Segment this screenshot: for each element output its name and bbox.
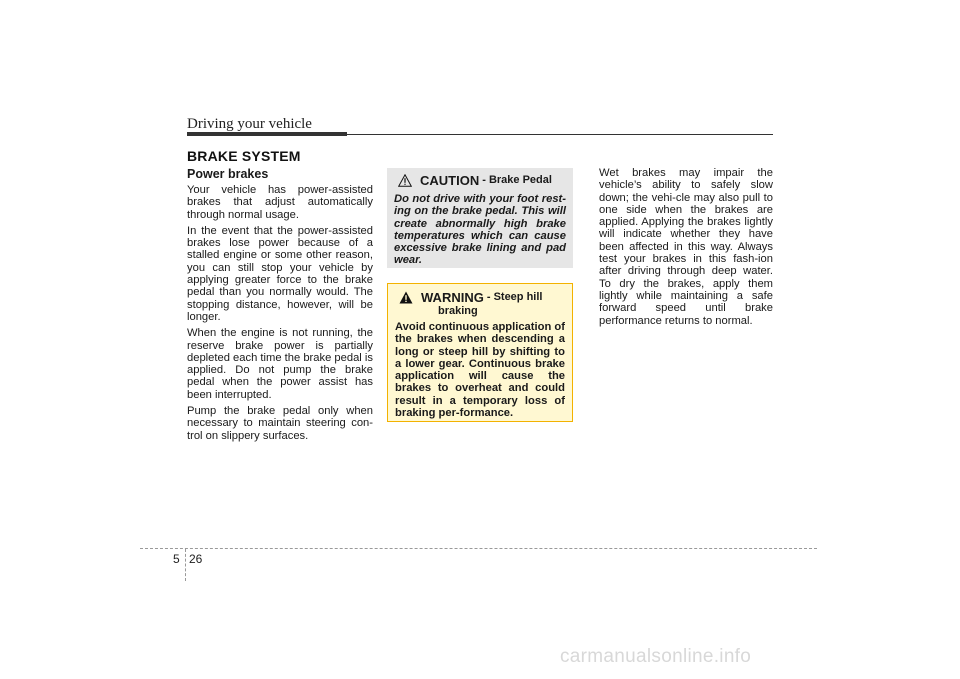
warning-box [387,283,573,422]
paragraph: When the engine is not running, the reserve brake power is partially depleted each time the brake pedal is applied. Do not pump the brake pedal when the power assist has been interrupted. [187,327,373,401]
warning-text: Avoid continuous application of the brakes when descending a long or steep hill by shifting to a lower gear. Continuous brake application will cause the brakes to overheat and could result in a temporary loss of braking per-formance. [395,321,565,420]
caution-triangle-icon [398,174,412,187]
header-rule-thick [187,132,347,136]
footer-divider [185,549,186,581]
section-title: BRAKE SYSTEM [187,148,301,164]
footer-rule [140,548,817,549]
page-number: 26 [189,552,203,566]
paragraph: Wet brakes may impair the vehicle’s ability to safely slow down; the vehi-cle may also pull to one side when the brakes are applied. Applying the brakes lightly will indicate whether they have been affected in this way. Always test your brakes in this fash-ion after driving through deep water. To dry the brakes, apply them lightly while maintaining a safe forward speed until brake performance returns to normal. [599,167,773,327]
warning-label: WARNING [421,290,484,305]
header-rule-thin [347,134,773,135]
caution-box [387,168,573,268]
paragraph: Your vehicle has power-assisted brakes that adjust automatically through normal usage. [187,184,373,221]
warning-subtitle-line2: braking [438,305,478,317]
subheading-power-brakes: Power brakes [187,167,269,181]
column-wet-brakes [599,167,773,331]
warning-subtitle: - Steep hill [486,291,543,303]
caution-text: Do not drive with your foot rest-ing on the brake pedal. This will create abnormally high brake temperatures which can cause excessive brake lining and pad wear. [394,193,566,267]
caution-label: CAUTION [420,173,480,188]
warning-triangle-icon [399,291,413,304]
column-power-brakes [187,167,373,446]
paragraph: In the event that the power-assisted brakes lose power because of a stalled engine or some other reason, you can still stop your vehicle by applying greater force to the brake pedal than you normally would. The stopping distance, however, will be longer. [187,224,373,323]
caution-subtitle: - Brake Pedal [482,174,552,186]
running-header-title: Driving your vehicle [187,116,312,132]
watermark: carmanualsonline.info [560,646,752,667]
paragraph: Pump the brake pedal only when necessary to maintain steering con-trol on slippery surfaces. [187,405,373,442]
chapter-number: 5 [173,552,180,566]
warning-heading [399,290,565,305]
caution-heading [398,173,566,188]
